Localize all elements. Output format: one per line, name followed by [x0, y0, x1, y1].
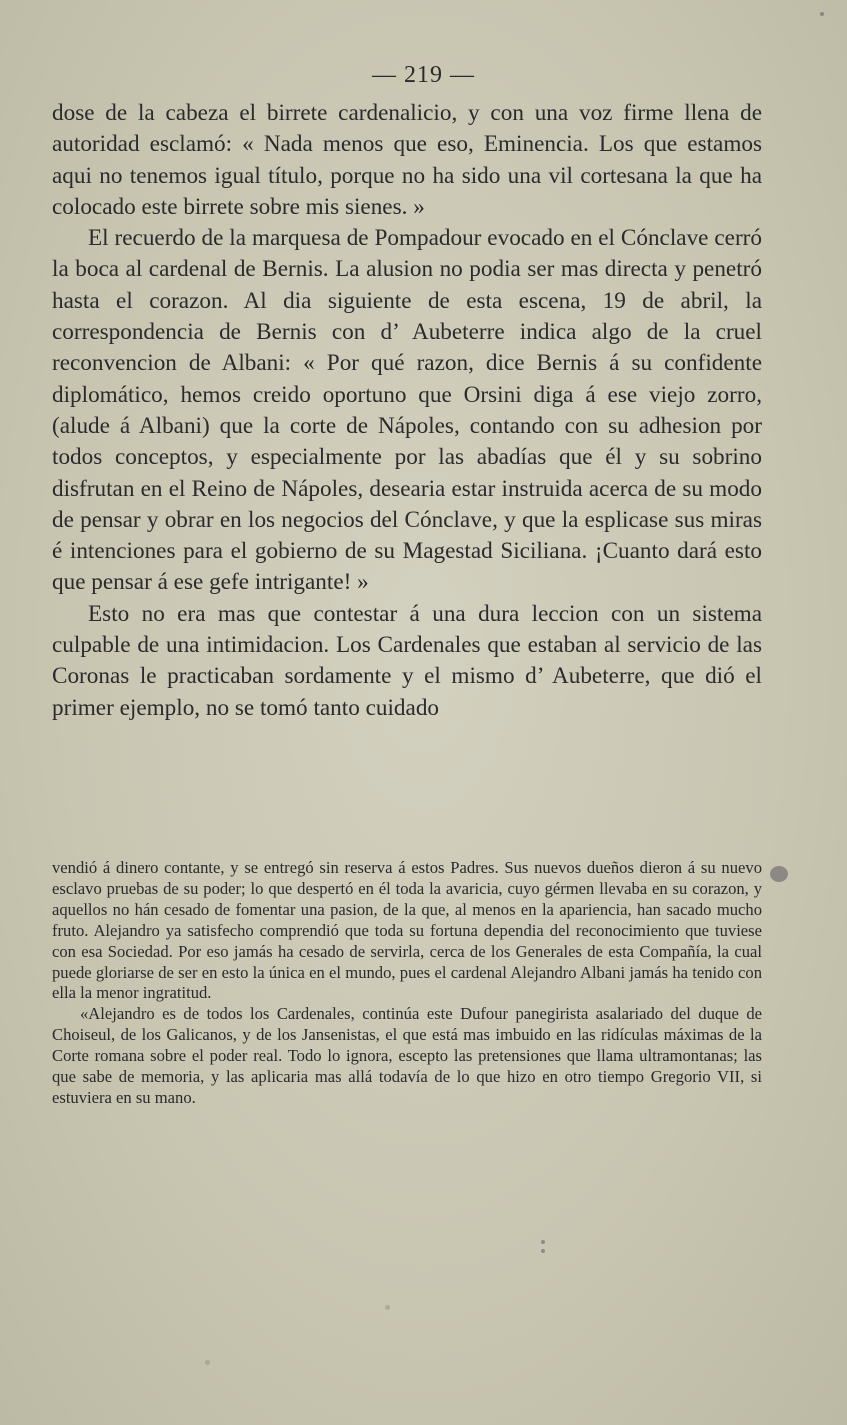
paragraph-2: El recuerdo de la marquesa de Pompadour evocado en el Cónclave cerró la boca al cardenal de Bernis. La alusion no podia ser mas directa y penetró hasta el corazon. Al dia siguiente de esta escena, 19 de abril, la correspondencia de Bernis con d’ Aubeterre indica algo de la cruel reconvencion de Albani: « Por qué razon, dice Bernis á su confidente diplomático, hemos creido oportuno que Orsini diga á ese viejo zorro, (alude á Albani) que la corte de Nápoles, contando con su adhesion por todos conceptos, y especialmente por las abadías que él y su sobrino disfrutan en el Reino de Nápoles, desearia estar instruida acerca de su modo de pensar y obrar en los negocios del Cónclave, y que la esplicase sus miras é intenciones para el gobierno de su Magestad Siciliana. ¡Cuanto dará esto que pensar á ese gefe intrigante! »: [52, 225, 762, 596]
paragraph-1: dose de la cabeza el birrete cardenalicio, y con una voz firme llena de autoridad esclamó: « Nada menos que eso, Eminencia. Los que estamos aqui no tenemos igual título, porque no ha sido una vil cortesana la que ha colocado este birrete sobre mis sienes. »: [52, 100, 762, 220]
ink-speck: [820, 12, 824, 16]
ink-speck: [541, 1249, 545, 1253]
main-text: [52, 98, 762, 724]
paragraph-3: Esto no era mas que contestar á una dura leccion con un sistema culpable de una intimidacion. Los Cardenales que estaban al servicio de las Coronas le practicaban sordamente y el mismo d’ Aubeterre, que dió el primer ejemplo, no se tomó tanto cuidado: [52, 600, 762, 721]
page-number: — 219 —: [372, 62, 475, 88]
footnotes: [52, 858, 762, 1109]
ink-speck: [205, 1360, 210, 1365]
footnote-1: vendió á dinero contante, y se entregó sin reserva á estos Padres. Sus nuevos dueños dieron á su nuevo esclavo pruebas de su poder; lo que despertó en él toda la avaricia, cuyo gérmen llevaba en su corazon, y aquellos no hán cesado de fomentar una pasion, de la que, al menos en la apariencia, han sacado mucho fruto. Alejandro ya satisfecho comprendió que toda su fortuna dependia del reconocimiento que tuviese con esa Sociedad. Por eso jamás ha cesado de servirla, cerca de los Generales de esta Compañía, la cual puede gloriarse de ser en esto la única en el mundo, pues el cardenal Alejandro Albani jamás ha tenido con ella la menor ingratitud.: [52, 858, 762, 1003]
ink-speck: [541, 1240, 545, 1244]
ink-speck: [385, 1305, 390, 1310]
footnote-2: «Alejandro es de todos los Cardenales, continúa este Dufour panegirista asalariado del duque de Choiseul, de los Galicanos, y de los Jansenistas, el que está mas imbuido en las ridículas máximas de la Corte romana sobre el poder real. Todo lo ignora, escepto las pretensiones que llama ultramontanas; las que sabe de memoria, y las aplicaria mas allá todavía de lo que hizo en otro tiempo Gregorio VII, si estuviera en su mano.: [52, 1004, 762, 1107]
ink-speck: [770, 866, 788, 882]
